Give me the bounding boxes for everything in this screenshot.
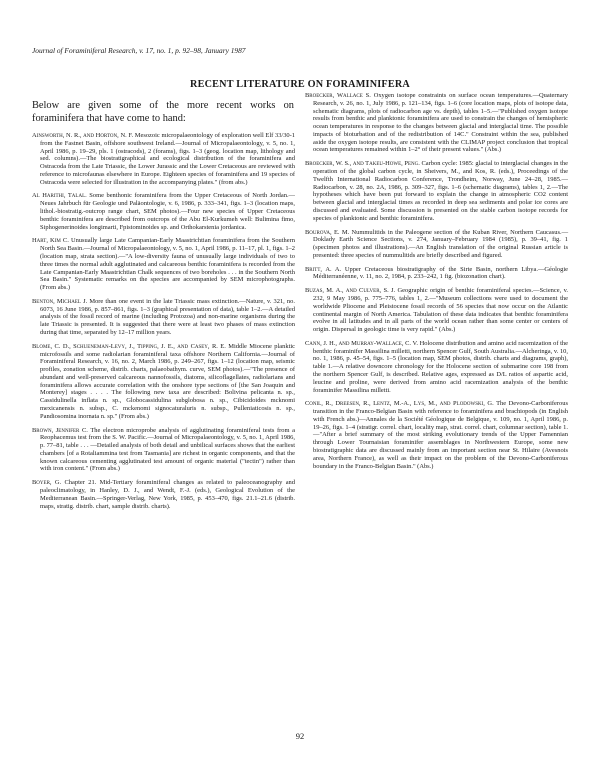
reference-entry [305,229,568,260]
reference-entry [32,132,295,186]
reference-entry [305,266,568,282]
reference-text: Upper Cretaceous biostratigraphy of the Sirte Basin, northern Libya.—Géologie Méditerranéenne, v. 11, no. 2, 1984, p. 233–242, 1 fig. (biozonation chart). [313,265,568,281]
reference-text: Carbon cycle: 1985: glacial to interglacial changes in the operation of the global carbon cycle, in Sheivers, M., and Kos, R. (eds.), Proceedings of the Twelfth International Radiocarbon Conference, Trondheim, Norway, June 24–28, 1985.—Radiocarbon, v. 28, no. 2A, 1986, p. 309–327, figs. 1–6 (schematic diagrams), tables 1, 2.—The hypotheses which have been put forward to explain the change in atmospheric CO2 content between glacial and interglacial times as recorded in deep sea sediments and polar ice cores are discussed and evaluated. Some discussion is presented on the stable carbon isotope records for species of planktonic and benthic foraminifera. [313,160,568,222]
reference-authors: Conil, R., Dreesen, R., Lentz, M.-A., Lys, M., and Plodowski, G. [305,400,494,408]
reference-authors: Hart, Kim C. [32,237,69,245]
reference-text: Chapter 21. Mid-Tertiary foraminiferal changes as related to paleoceanography and paleoclimatology, in Hanley, D. J., and Wendt, F.-J. (eds.), Geological Evolution of the Mediterranean Basin.—Springer-Verlag, New York, 1985, p. 453–470, figs. 21.1–21.6 (distrib. maps, stratig. distrib. chart, sample distrib. charts). [40,479,295,510]
reference-entry [305,92,568,154]
reference-authors: Broecker, W. S., and Takeu-Howe, Peng. [305,160,420,168]
reference-entry [32,343,295,421]
reference-entry [305,400,568,470]
reference-authors: Benton, Michael J. [32,297,88,305]
page-number: 92 [295,731,305,741]
reference-text: Geographic origin of benthic foraminiferal species.—Science, v. 232, 9 May 1986, p. 775–776, tables 1, 2.—"Museum collections were used to document the worldwide Pliocene and Pleistocene fossil records of 56 species that now occur on the Atlantic continental margin of North America. Tabulation of these data indicates that benthic foraminifera evolve in all latitudes and in all parts of the world ocean rather than some center or centers of origin. Dispersal in geologic time is very rapid." (Abs.) [313,287,568,334]
page-title: RECENT LITERATURE ON FORAMINIFERA [190,79,410,90]
running-head: Journal of Foraminiferal Research, v. 17, no. 1, p. 92–98, January 1987 [32,46,246,55]
reference-text: Middle Miocene planktic microfossils and some radiolarian foraminiferal taxa offshore Northern California.—Journal of Foraminiferal Research, v. 16, no. 2, March 1986, p. 249–267, figs. 1–12 (location map, seismic profiles, zonation scheme, distrib. charts, palaeobathym. curve, SEM photos).—"The presence of abundant and well-preserved calcareous nannofossils, diatoms, silicoflagellates, radiolarians and foraminifera allows accurate correlation with the onshore type sections of [the San Joaquin and Monterey] stages . . . . The following new taxa are described: Bolivina pelicanta n. sp., Cassidulinella inflata n. sp., Globocassidulina subglobosa n. sp., Cibicidoides mcknomi mexicanensis n. subsp., C. mckenomi signocaturaluris n. subsp., Pulleniaticosis n. sp., Pandiosomina inornata n. sp." (From abs.) [40,342,295,420]
reference-entry [305,287,568,334]
reference-text: Some benthonic foraminifera from the Upper Cretaceous of North Jordan.—Neues Jahrbuch für Geologie und Paläontologie, v. 6, 1986, p. 333–341, figs. 1–3 (location maps, lithol.-biostratig.-outcrop range chart, SEM photos).—Four new species of Upper Cretaceous benthic foraminifera are described from outcrops of the Abu El-Kurkumeh well: Bulimina fimo, Siphogenerinoides longimarti, Fpistominoides sp. and Orthokarstenia jordanica. [40,192,295,231]
reference-authors: Cann, J. H., and Murray-Wallace, C. V. [305,339,418,347]
reference-authors: Buzas, M. A., and Culver, S. J. [305,287,396,295]
reference-authors: Blome, C. D., Schueneman-Levy, J., Tipping, J. E., and Casey, R. E. [32,342,226,350]
reference-entry [32,298,295,337]
reference-entry [32,237,295,291]
reference-authors: Boyer, G. [32,479,62,487]
reference-entry [305,160,568,222]
reference-authors: Britt, A. A. [305,265,342,273]
intro-paragraph: Below are given some of the more recent works on foraminifera that have come to hand: [32,100,294,124]
reference-authors: Ainsworth, N. R., and Horton, N. F. [32,132,134,139]
right-column [305,92,568,476]
left-column [32,132,295,516]
reference-text: The electron microprobe analysis of agglutinating foraminiferal tests from a Reophacemus test from the S. W. Pacific.—Journal of Micropalaeontology, v. 5, no. 1, April 1986, p. 77–81, table . . . —Detailed analysis of both detail and unbilical surfaces shows that the earliest chambers [of a Rotaliammina test from Tasmania] are richest in organic components, and that the known calcareous cementing agglutinated test amount of organic material ("tectin") rather than with iron content." (From abs.) [40,426,295,473]
reference-text: The Devono-Carboniferous transition in the Franco-Belgian Basin with reference to foraminifera and brachiopods (in English with French abs.)—Annales de la Société Géologique de Belgique, v. 109, no. 1, April 1986, p. 19–26, figs. 1–4 (stratigr. correl. chart, locality map, strat. correl. chart, columnar section), table 1.—"After a brief summary of the most striking evolutionary trends of the Upper Famennian through Lower Tournaisian foraminifer assemblages in Northwestern Europe, some new biostratigraphic data are discussed mainly from an important section near St. Hilaire (Avesnois area, Northern France), as well as their impact on the problem of the Devono-Carboniferous boundary in the Franco-Belgian Basin." (Abs.) [313,400,568,470]
reference-text: Nummulitids in the Paleogene section of the Kuban River, Northern Caucasus.—Doklady Earth Science Sections, v. 274, January–February 1984 (1985), p. 39–41, fig. 1 (specimen photos and illustrations).—An English translation of the original Russian article is presented: three species of nummulitids are briefly described and figured. [313,228,569,259]
reference-authors: Brown, Jennifer C. [32,426,88,434]
reference-entry [32,479,295,510]
reference-authors: Broecker, Wallace S. [305,92,371,99]
reference-text: Mesozoic micropalaeontology of exploration well Elf 33/30-1 from the Fastnet Basin, offshore southwest Ireland.—Journal of Micropalaeontology, v. 5, no. 1, April 1986, p. 19–29, pls. 1 (ostracods), 2 (forams), figs. 1–3 (geog. location map, lithology and sed. columns).—The biostratigraphical and ecological distribution of the foraminifera and Ostracoda from the Late Triassic, the Lower Jurassic and the Lower Cretaceous are reviewed with reference to microfaunas elsewhere in Europe. Eighteen species of foraminifera and 19 species of Ostracoda were selected for illustration in the accompanying plates." (from abs.) [40,132,295,186]
reference-entry [32,427,295,474]
reference-authors: Bourova, E. M. [305,228,350,236]
reference-text: Oxygen isotope constraints on surface ocean temperatures.—Quaternary Research, v. 26, no. 1, July 1986, p. 121–134, figs. 1–6 (core location maps, plots of isotope data, schematic diagrams, plots of radiocarbon age vs. depth), tables 1–5.—"Published oxygen isotope results from benthic and planktonic foraminifera are used to constrain the changes of hemispheric ocean temperatures in response to the changes between glacial and interglacial time. The possible impacts of bioturbation and of the redistribution of 14C." Constraint within the sea, published aside the oxygen isotope results, are consistent with the CLIMAP project conclusion that tropical ocean temperatures remained within 1–2° of their present values." (Abs.) [313,92,568,154]
reference-text: Unusually large Late Campanian-Early Maastrichtian foraminifera from the Southern North Sea Basin.—Journal of Micropalaeontology, v. 5, no. 1, April 1986, p. 11–17, pl. 1, figs. 1–2 (location map, strata section).—"A low-diversity fauna of unusually large individuals of two to three times the normal adult agglutinated and calcareous benthic foraminifera is recorded from the Late Campanian-Early Maastrichtian Chalk sequences of two boreholes . . . in the Southern North Sea Basin." Systematic remarks on the species are accompanied by SEM microphotographs. (From abs.) [40,237,295,292]
reference-authors: Al Harithi, Talal. [32,192,87,200]
reference-text: Holocene distribution and amino acid racemization of the benthic foraminifer Massilina milletti, northern Spencer Gulf, South Australia.—Alcheringa, v. 10, no. 1, 1986, p. 45–54, figs. 1–5 (location map, SEM photos, distrib. charts and diagrams, graph), table 1.—A relative downcore chronology for the Holocene section of submarine core 198 from the northern Spencer Gulf, is described. Relative ages, expressed as D/L ratios of aspartic acid, leucine and proline, were derived from amino acid racemization analysis of the benthic foraminifer Massilina milletti. [313,339,568,394]
reference-entry [32,192,295,231]
reference-text: More than one event in the late Triassic mass extinction.—Nature, v. 321, no. 6073, 16 June 1986, p. 857–861, figs. 1–3 (graphical presentation of data), table 1–2.—A detailed analysis of the fossil record of marine (including Protozoa) and non-marine organisms during the late Triassic is presented. It is suggested that there were at least two phases of mass extinction during that time, separated by 12–17 million years. [40,297,295,336]
reference-entry [305,340,568,394]
